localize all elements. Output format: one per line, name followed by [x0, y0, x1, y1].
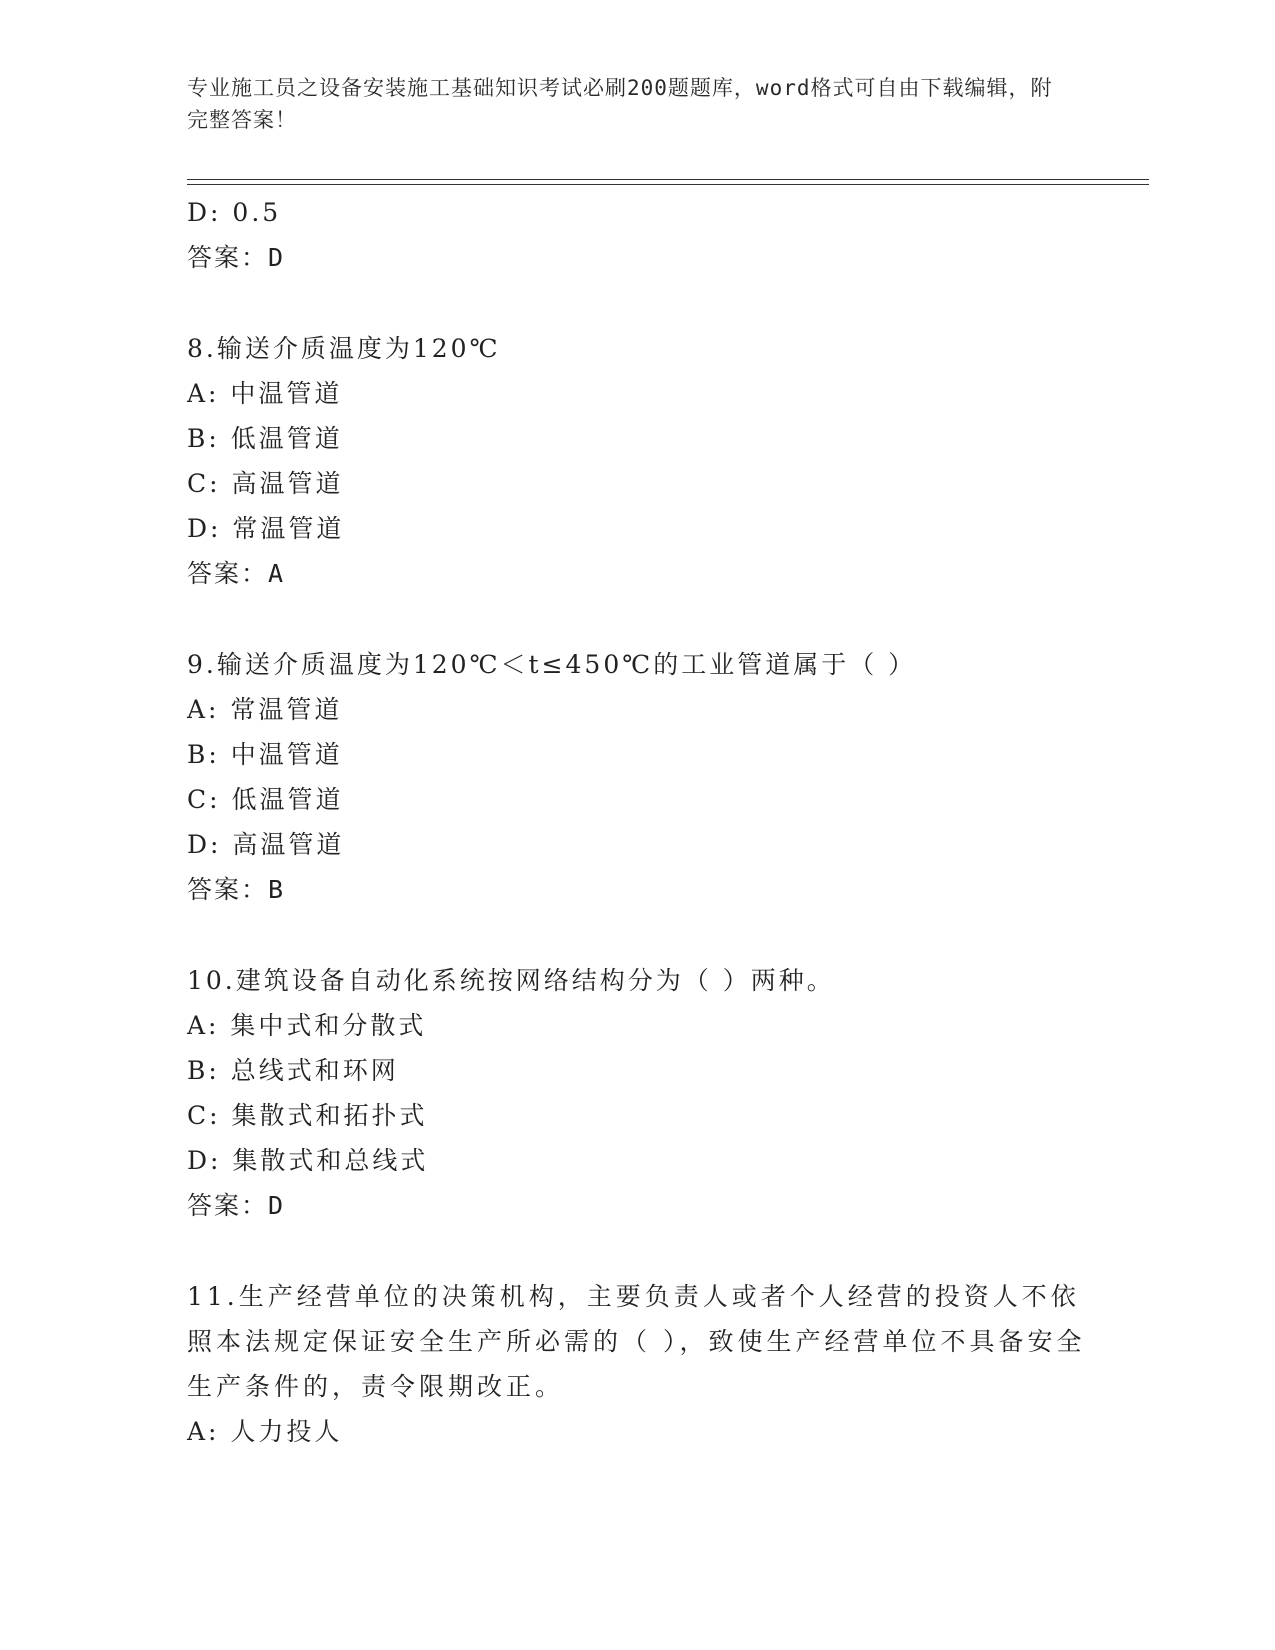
question-9 — [187, 642, 1087, 912]
answer-line: 答案：D — [187, 1191, 286, 1220]
question-7-remainder — [187, 190, 1087, 280]
answer-line: 答案：D — [187, 243, 286, 272]
option-b: B: 总线式和环网 — [187, 1056, 399, 1085]
option-a: A: 集中式和分散式 — [187, 1011, 427, 1040]
question-title: 8.输送介质温度为120℃ — [187, 334, 501, 363]
spacer — [187, 280, 1087, 326]
option-b: B: 中温管道 — [187, 740, 343, 769]
document-header: 专业施工员之设备安装施工基础知识考试必刷200题题库，word格式可自由下载编辑，附完整答案！ — [187, 76, 1053, 132]
header-rule-bottom — [187, 184, 1149, 185]
option-a: A: 人力投人 — [187, 1417, 343, 1446]
question-title: 11.生产经营单位的决策机构，主要负责人或者个人经营的投资人不依照本法规定保证安全生产所必需的（ ），致使生产经营单位不具备安全生产条件的，责令限期改正。 — [187, 1282, 1086, 1401]
option-d: D: 高温管道 — [187, 830, 345, 859]
question-11 — [187, 1274, 1087, 1454]
question-title: 10.建筑设备自动化系统按网络结构分为（ ）两种。 — [187, 966, 835, 995]
header-rule-top — [187, 179, 1149, 180]
option-d: D: 集散式和总线式 — [187, 1146, 429, 1175]
option-a: A: 中温管道 — [187, 379, 343, 408]
question-10 — [187, 958, 1087, 1228]
answer-line: 答案：A — [187, 559, 286, 588]
question-8 — [187, 326, 1087, 596]
spacer — [187, 912, 1087, 958]
question-title: 9.输送介质温度为120℃＜t≤450℃的工业管道属于（ ） — [187, 650, 917, 679]
option-c: C: 低温管道 — [187, 785, 344, 814]
answer-line: 答案：B — [187, 875, 286, 904]
document-body — [187, 190, 1087, 1454]
option-c: C: 高温管道 — [187, 469, 344, 498]
option-b: B: 低温管道 — [187, 424, 343, 453]
option-a: A: 常温管道 — [187, 695, 343, 724]
option-d: D: 常温管道 — [187, 514, 345, 543]
spacer — [187, 1228, 1087, 1274]
option-c: C: 集散式和拓扑式 — [187, 1101, 428, 1130]
option-d: D: 0.5 — [187, 198, 282, 227]
spacer — [187, 596, 1087, 642]
